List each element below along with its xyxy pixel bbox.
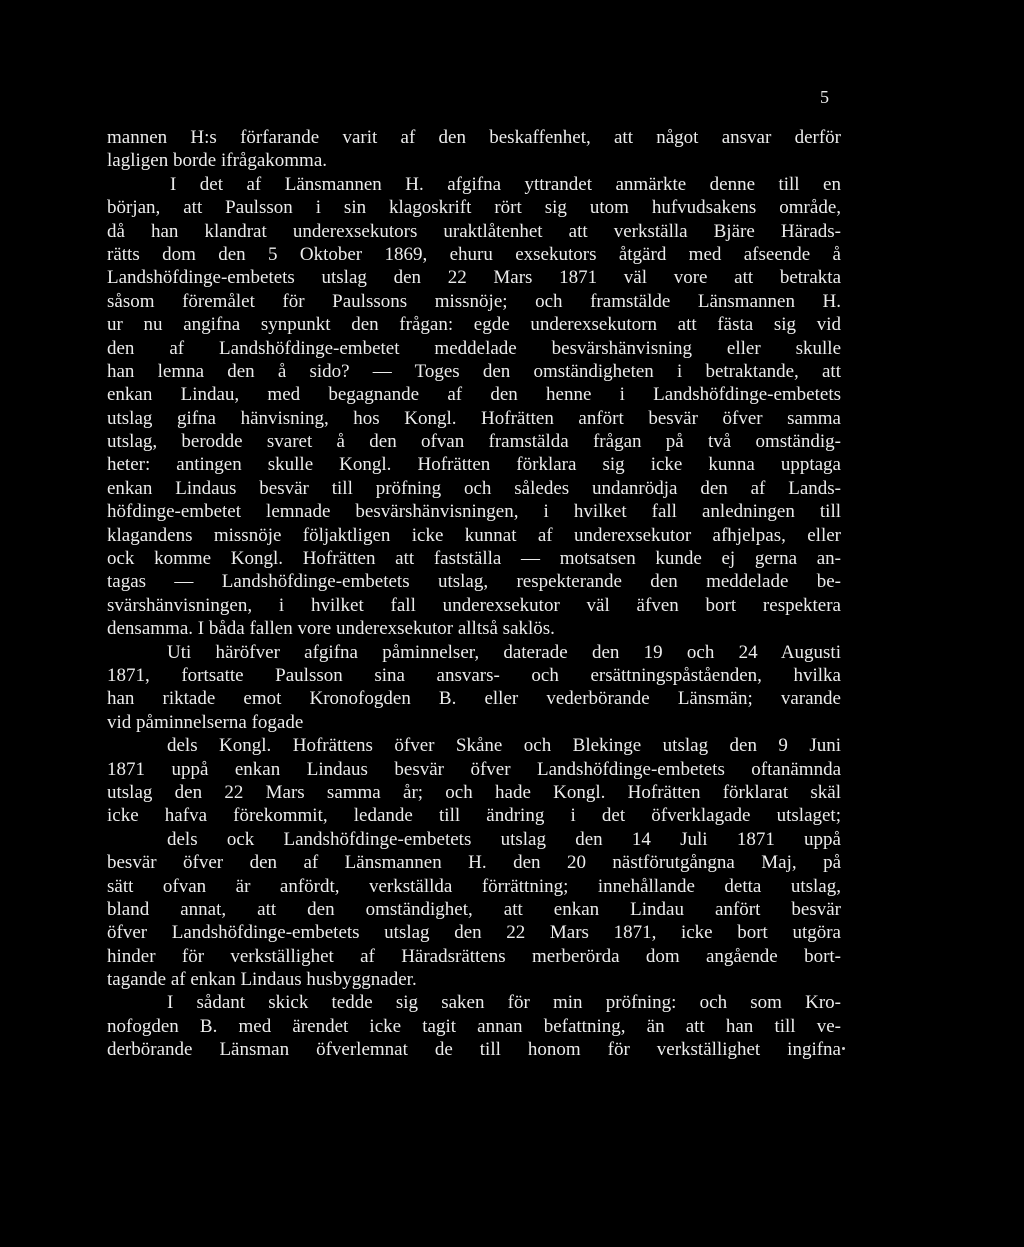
text-line: ur nu angifna synpunkt den frågan: egde underexsekutorn att fästa sig vid <box>107 314 841 336</box>
text-line: höfdinge-embetet lemnade besvärshänvisningen, i hvilket fall anledningen till <box>107 501 841 523</box>
text-line: bland annat, att den omständighet, att enkan Lindau anfört besvär <box>107 898 841 920</box>
text-line: utslag, berodde svaret å den ofvan framstälda frågan på två omständig- <box>107 431 841 453</box>
text-line: han riktade emot Kronofogden B. eller vederbörande Länsmän; varande <box>107 688 841 710</box>
text-line: mannen H:s förfarande varit af den beskaffenhet, att något ansvar derför <box>107 127 841 148</box>
text-line: svärshänvisningen, i hvilket fall underexsekutor väl äfven bort respektera <box>107 594 841 616</box>
text-line: klagandens missnöje följaktligen icke kunnat af underexsekutor afhjelpas, eller <box>107 524 841 546</box>
text-line: utslag den 22 Mars samma år; och hade Kongl. Hofrätten förklarat skäl <box>107 781 841 803</box>
body-text <box>107 126 841 1062</box>
text-line: han lemna den å sido? — Toges den omständigheten i betraktande, att <box>107 360 841 382</box>
text-line: densamma. I båda fallen vore underexsekutor alltså saklös. <box>107 618 555 640</box>
text-line: enkan Lindaus besvär till pröfning och således undanrödja den af Lands- <box>107 477 841 499</box>
text-line: då han klandrat underexsekutors uraktlåtenhet att verkställa Bjäre Härads- <box>107 220 841 242</box>
text-line: Uti häröfver afgifna påminnelser, daterade den 19 och 24 Augusti <box>167 641 841 663</box>
text-line: 1871, fortsatte Paulsson sina ansvars- och ersättningspåståenden, hvilka <box>107 664 841 686</box>
text-line: utslag gifna hänvisning, hos Kongl. Hofrätten anfört besvär öfver samma <box>107 407 841 429</box>
text-line: vid påminnelserna fogade <box>107 711 304 733</box>
text-line: nofogden B. med ärendet icke tagit annan befattning, än att han till ve- <box>107 1015 841 1037</box>
text-line: I sådant skick tedde sig saken för min pröfning: och som Kro- <box>167 992 841 1014</box>
text-line: sätt ofvan är anfördt, verkställda förrättning; innehållande detta utslag, <box>107 875 841 897</box>
scan-speck <box>842 1047 845 1050</box>
text-line: enkan Lindau, med begagnande af den henne i Landshöfdinge-embetets <box>107 384 841 406</box>
text-line: öfver Landshöfdinge-embetets utslag den 22 Mars 1871, icke bort utgöra <box>107 922 841 944</box>
text-line: heter: antingen skulle Kongl. Hofrätten förklara sig icke kunna upptaga <box>107 454 841 476</box>
text-line: rätts dom den 5 Oktober 1869, ehuru exsekutors åtgärd med afseende å <box>107 243 841 265</box>
text-line: besvär öfver den af Länsmannen H. den 20 nästförutgångna Maj, på <box>107 852 841 874</box>
text-line: hinder för verkställighet af Häradsrättens merberörda dom angående bort- <box>107 945 841 967</box>
text-line: derbörande Länsman öfverlemnat de till honom för verkställighet ingifna <box>107 1039 841 1061</box>
text-line: I det af Länsmannen H. afgifna yttrandet anmärkte denne till en <box>170 173 841 195</box>
text-line: dels ock Landshöfdinge-embetets utslag den 14 Juli 1871 uppå <box>167 828 841 850</box>
text-line: den af Landshöfdinge-embetet meddelade besvärshänvisning eller skulle <box>107 337 841 359</box>
text-line: tagas — Landshöfdinge-embetets utslag, respekterande den meddelade be- <box>107 571 841 593</box>
text-line: 1871 uppå enkan Lindaus besvär öfver Landshöfdinge-embetets oftanämnda <box>107 758 841 780</box>
text-line: dels Kongl. Hofrättens öfver Skåne och Blekinge utslag den 9 Juni <box>167 735 841 757</box>
text-line: ock komme Kongl. Hofrätten att fastställa — motsatsen kunde ej gerna an- <box>107 548 841 570</box>
text-line: tagande af enkan Lindaus husbyggnader. <box>107 969 417 991</box>
page-number: 5 <box>820 87 830 107</box>
text-line: Landshöfdinge-embetets utslag den 22 Mars 1871 väl vore att betrakta <box>107 267 841 289</box>
text-line: såsom föremålet för Paulssons missnöje; och framstälde Länsmannen H. <box>107 290 841 312</box>
text-line: lagligen borde ifrågakomma. <box>107 150 328 172</box>
text-line: icke hafva förekommit, ledande till ändring i det öfverklagade utslaget; <box>107 805 841 827</box>
text-line: början, att Paulsson i sin klagoskrift rört sig utom hufvudsakens område, <box>107 197 841 219</box>
